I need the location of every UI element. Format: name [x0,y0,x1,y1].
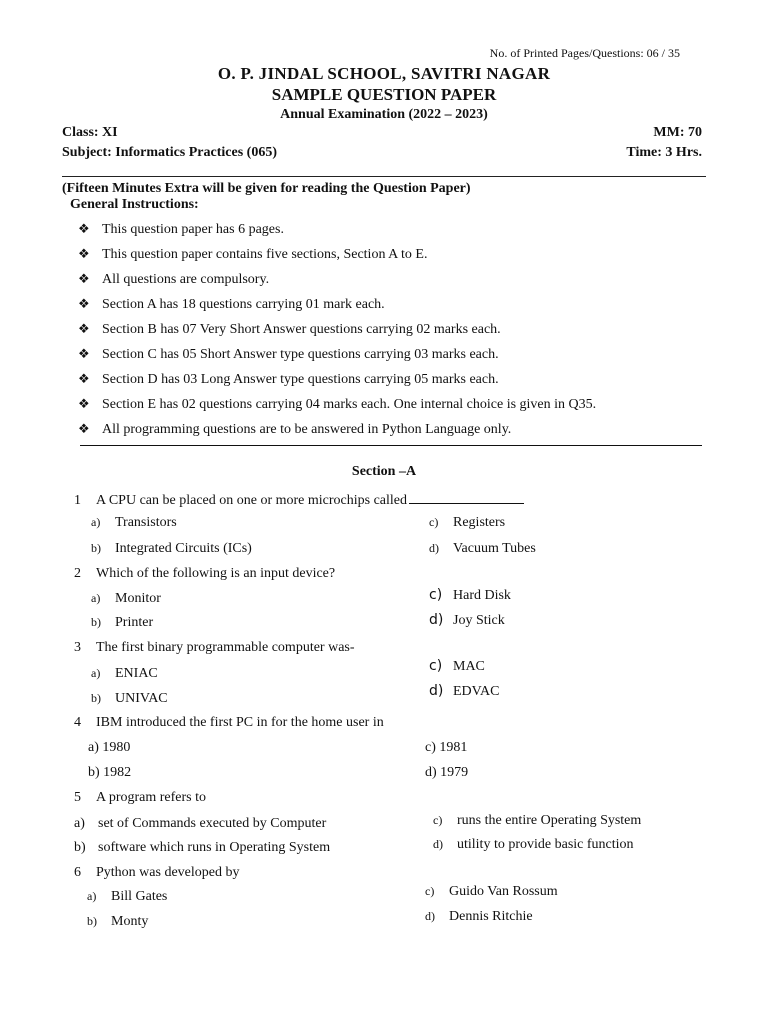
question-number: 2 [74,566,81,581]
option-text: Dennis Ritchie [449,909,533,924]
q5-option-d [433,837,634,853]
instructions-heading: General Instructions: [70,197,199,212]
option-letter: d) [429,612,444,628]
option-letter: c) [429,515,439,529]
question-number: 3 [74,640,81,655]
q3-option-b [91,691,168,707]
question-number: 6 [74,865,81,880]
question-5 [74,790,206,806]
q5-option-b [74,840,330,856]
subject-label: Subject: Informatics Practices (065) [62,145,277,160]
option-text: Joy Stick [453,613,505,628]
class-label: Class: XI [62,125,118,140]
option-text: Hard Disk [453,588,511,603]
section-a-title: Section –A [351,464,417,479]
option-letter: a) [91,515,101,529]
q6-option-b [87,914,148,930]
option-text: runs the entire Operating System [457,813,642,828]
diamond-bullet-icon: ❖ [78,321,90,336]
question-text: A CPU can be placed on one or more microchips called [96,493,408,508]
q6-option-c [425,884,558,900]
question-text: A program refers to [96,790,207,805]
max-marks-label: MM: 70 [653,125,702,140]
question-number: 5 [74,790,81,805]
option-text: Printer [115,615,154,630]
option-text: ENIAC [115,666,158,681]
instruction-text: All questions are compulsory. [102,272,270,287]
instruction-text: This question paper contains five sections, Section A to E. [102,247,428,262]
time-label: Time: 3 Hrs. [626,145,702,160]
diamond-bullet-icon: ❖ [78,296,90,311]
option-text: set of Commands executed by Computer [98,816,327,831]
q3-option-d [429,683,499,700]
question-number: 1 [74,493,81,508]
q4-option-a [88,740,130,756]
option-text: 1979 [440,765,469,780]
question-text: IBM introduced the first PC in for the home user in [96,715,384,730]
instruction-item [78,391,596,416]
instruction-text: Section D has 03 Long Answer type questions carrying 05 marks each. [102,372,499,387]
q1-option-d [429,541,536,557]
option-letter: a) [91,666,101,680]
option-text: 1980 [102,740,131,755]
q1-option-b [91,541,252,557]
paper-title: SAMPLE QUESTION PAPER [271,85,497,104]
option-letter: b) [74,840,86,855]
school-name: O. P. JINDAL SCHOOL, SAVITRI NAGAR [217,64,551,83]
answer-blank [409,491,524,504]
instruction-item [78,291,596,316]
q2-option-a [91,591,161,607]
q1-option-c [429,515,505,531]
page-count-info: No. of Printed Pages/Questions: 06 / 35 [489,46,680,60]
option-letter: c) [429,587,443,603]
question-text: Python was developed by [96,865,240,880]
diamond-bullet-icon: ❖ [78,371,90,386]
q5-option-c [433,813,641,829]
option-letter: b) [91,691,101,705]
option-letter: d) [425,909,435,923]
option-letter: c) [425,884,435,898]
option-text: Monitor [115,591,161,606]
question-text: Which of the following is an input device? [96,566,336,581]
instruction-item [78,216,596,241]
q6-option-a [87,889,167,905]
option-text: UNIVAC [115,691,168,706]
question-text: The first binary programmable computer was- [96,640,355,655]
instruction-item [78,416,596,441]
diamond-bullet-icon: ❖ [78,396,90,411]
option-letter: d) [433,837,443,851]
option-text: utility to provide basic function [457,837,634,852]
option-letter: a) [91,591,101,605]
option-letter: c) [433,813,443,827]
option-letter: a) [74,816,85,831]
question-4 [74,715,384,731]
option-text: 1981 [439,740,468,755]
question-6 [74,865,239,881]
option-text: Guido Van Rossum [449,884,558,899]
diamond-bullet-icon: ❖ [78,221,90,236]
diamond-bullet-icon: ❖ [78,346,90,361]
option-text: MAC [453,659,485,674]
option-text: Registers [453,515,506,530]
option-text: Monty [111,914,149,929]
question-1 [74,491,524,509]
option-text: Vacuum Tubes [453,541,536,556]
instruction-text: Section E has 02 questions carrying 04 marks each. One internal choice is given in Q35. [102,397,597,412]
option-letter: d) [425,765,437,780]
q2-option-b [91,615,153,631]
instruction-text: All programming questions are to be answered in Python Language only. [102,422,512,437]
option-letter: b) [88,765,100,780]
q2-option-c [429,587,511,604]
extra-time-note: (Fifteen Minutes Extra will be given for reading the Question Paper) [62,181,471,196]
instructions-divider [80,445,702,446]
q5-option-a [74,816,326,832]
q1-option-a [91,515,177,531]
instruction-item [78,266,596,291]
header-divider [62,176,706,177]
diamond-bullet-icon: ❖ [78,271,90,286]
option-letter: d) [429,683,444,699]
instruction-item [78,366,596,391]
instruction-text: Section A has 18 questions carrying 01 mark each. [102,297,385,312]
option-text: Bill Gates [111,889,168,904]
instruction-item [78,341,596,366]
option-letter: b) [91,541,101,555]
q4-option-d [425,765,468,781]
question-3 [74,640,355,656]
option-text: Transistors [115,515,177,530]
exam-title: Annual Examination (2022 – 2023) [280,107,488,122]
option-text: 1982 [103,765,132,780]
q4-option-b [88,765,131,781]
option-text: Integrated Circuits (ICs) [115,541,252,556]
instruction-text: Section B has 07 Very Short Answer questions carrying 02 marks each. [102,322,501,337]
instruction-item [78,316,596,341]
instruction-text: Section C has 05 Short Answer type questions carrying 03 marks each. [102,347,499,362]
option-letter: b) [91,615,101,629]
option-letter: c) [429,658,443,674]
instruction-text: This question paper has 6 pages. [102,222,284,237]
option-letter: a) [88,740,99,755]
diamond-bullet-icon: ❖ [78,421,90,436]
q6-option-d [425,909,533,925]
q3-option-c [429,658,485,675]
q2-option-d [429,612,505,629]
question-number: 4 [74,715,81,730]
option-text: software which runs in Operating System [98,840,331,855]
option-text: EDVAC [453,684,500,699]
option-letter: a) [87,889,97,903]
question-2 [74,566,335,582]
q3-option-a [91,666,158,682]
q4-option-c [425,740,467,756]
diamond-bullet-icon: ❖ [78,246,90,261]
instructions-list [78,216,596,441]
instruction-item [78,241,596,266]
option-letter: b) [87,914,97,928]
option-letter: d) [429,541,439,555]
option-letter: c) [425,740,436,755]
